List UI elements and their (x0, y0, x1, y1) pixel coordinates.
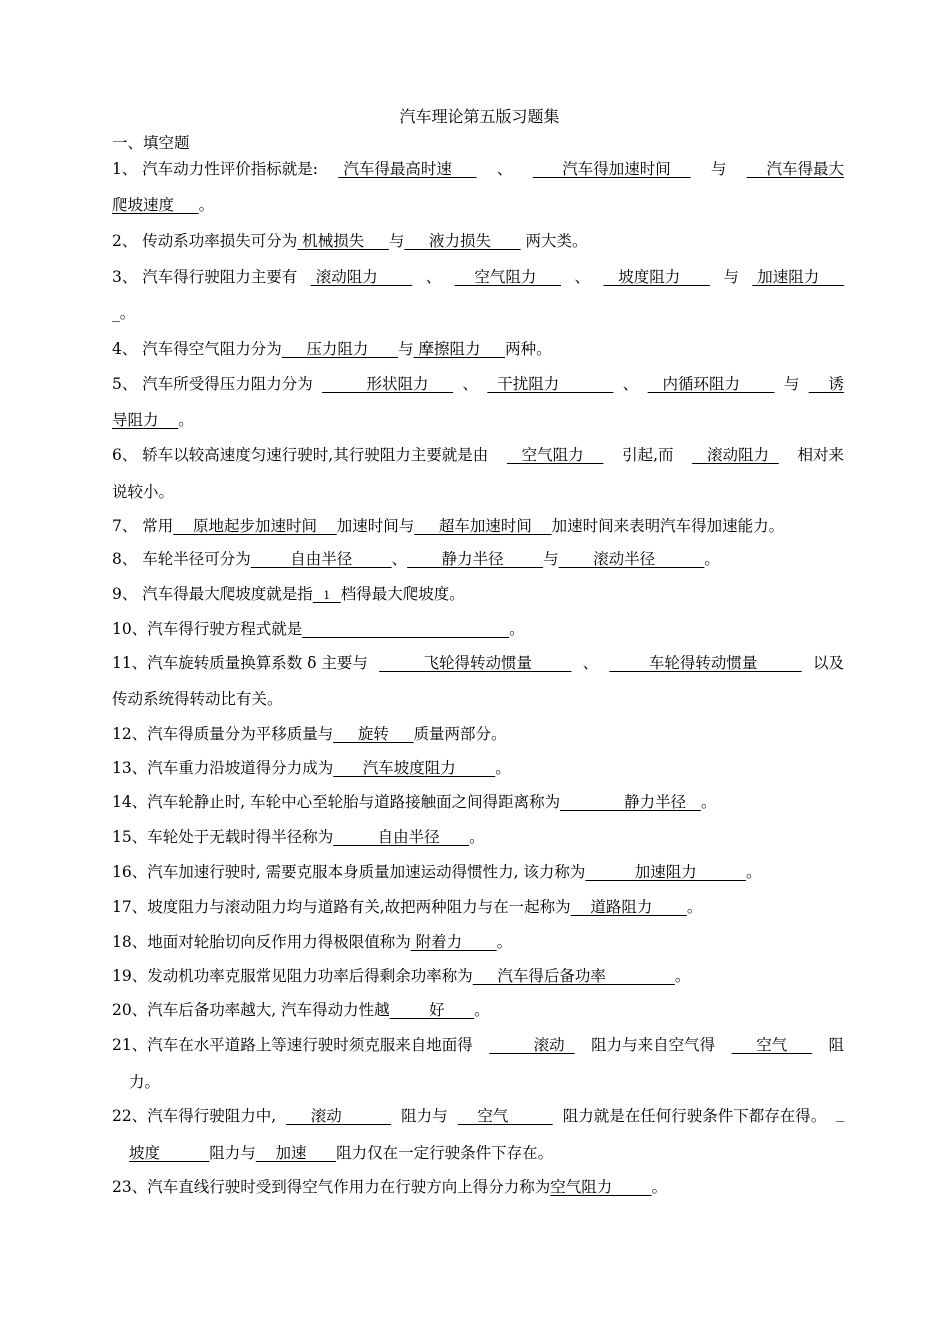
question-1-line-2 (112, 193, 847, 215)
q2-answer-1: 机械损失 (297, 232, 389, 250)
q2-sep-1: 与 (388, 232, 405, 250)
q7-sep-1: 加速时间与 (336, 517, 415, 535)
q23-answer-1: 空气阻力 (550, 1178, 652, 1196)
question-16 (112, 860, 847, 882)
question-17 (112, 895, 847, 917)
q1-sep-1: 、 (496, 160, 513, 178)
q11-prompt: 11、汽车旋转质量换算系数 δ 主要与 (112, 654, 368, 672)
q17-prompt: 17、坡度阻力与滚动阻力均与道路有关,故把两种阻力与在一起称为 (112, 898, 571, 916)
q8-end: 。 (704, 550, 720, 568)
q3-prompt: 3、 汽车得行驶阻力主要有 (112, 268, 298, 286)
q3-answer-3: 坡度阻力 (603, 268, 710, 286)
q21-tail: 阻 (828, 1036, 844, 1054)
q13-answer-1: 汽车坡度阻力 (333, 759, 496, 777)
q23-prompt: 23、汽车直线行驶时受到得空气作用力在行驶方向上得分力称为 (112, 1178, 551, 1196)
q19-end: 。 (674, 967, 691, 985)
q19-prompt: 19、发动机功率克服常见阻力功率后得剩余功率称为 (112, 967, 473, 985)
q1-prompt: 1、 汽车动力性评价指标就是: (112, 160, 319, 178)
q6-answer-1: 空气阻力 (506, 446, 604, 464)
q10-prompt: 10、汽车得行驶方程式就是 (112, 620, 303, 638)
q15-answer-1: 自由半径 (333, 828, 470, 846)
q1-end: 。 (198, 196, 215, 214)
q5-answer-4: 诱 (808, 375, 844, 393)
q1-sep-2: 与 (710, 160, 727, 178)
q12-answer-1: 旋转 (333, 725, 414, 743)
q17-answer-1: 道路阻力 (570, 898, 687, 916)
q7-prompt: 7、 常用 (112, 517, 174, 535)
q7-answer-2: 超车加速时间 (414, 517, 552, 535)
q16-answer-1: 加速阻力 (585, 863, 746, 881)
question-12 (112, 722, 847, 744)
question-20 (112, 998, 847, 1020)
q11-sep-1: 、 (582, 654, 599, 672)
question-1 (112, 157, 844, 179)
q20-prompt: 20、汽车后备功率越大, 汽车得动力性越 (112, 1001, 390, 1019)
section-heading: 一、填空题 (112, 134, 190, 152)
q8-sep-1: 、 (391, 550, 408, 568)
q2-answer-2: 液力损失 (404, 232, 521, 250)
q3-sep-1: 、 (425, 268, 442, 286)
question-9 (112, 582, 847, 604)
q6-tail: 相对来 (797, 446, 844, 464)
q16-end: 。 (745, 863, 762, 881)
q6-sep-1: 引起,而 (622, 446, 674, 464)
q22-answer-3-cont: 坡度 (129, 1144, 210, 1162)
question-5 (112, 372, 844, 394)
question-11-line-2: 传动系统得转动比有关。 (112, 690, 283, 708)
q17-end: 。 (686, 898, 703, 916)
q20-end: 。 (474, 1001, 490, 1019)
q2-prompt: 2、 传动系功率损失可分为 (112, 232, 298, 250)
q22-sep-2: 阻力就是在任何行驶条件下都存在得。 (562, 1107, 827, 1125)
q22-end: 阻力仅在一定行驶条件下存在。 (336, 1144, 554, 1162)
q8-sep-2: 与 (543, 550, 559, 568)
q15-end: 。 (469, 828, 485, 846)
q9-answer-1: 1 (312, 589, 341, 602)
q5-sep-1: 、 (462, 375, 479, 393)
q2-end: 两大类。 (520, 232, 588, 250)
question-3-line-2 (112, 301, 847, 323)
question-23 (112, 1175, 847, 1197)
q8-answer-2: 静力半径 (407, 550, 544, 568)
q3-answer-1: 滚动阻力 (310, 268, 413, 286)
q11-tail: 以及 (812, 654, 844, 672)
q22-answer-3: _ (836, 1104, 844, 1122)
q13-prompt: 13、汽车重力沿坡道得分力成为 (112, 759, 334, 777)
q5-sep-3: 与 (783, 375, 800, 393)
q6-prompt: 6、 轿车以较高速度匀速行驶时,其行驶阻力主要就是由 (112, 446, 489, 464)
question-6 (112, 443, 844, 465)
q18-end: 。 (496, 933, 513, 951)
question-18 (112, 930, 847, 952)
q18-prompt: 18、地面对轮胎切向反作用力得极限值称为 (112, 933, 411, 951)
q3-sep-2: 、 (574, 268, 591, 286)
q10-answer-1 (302, 620, 509, 638)
q13-end: 。 (495, 759, 511, 777)
question-22 (112, 1104, 844, 1126)
q21-answer-2: 空气 (731, 1036, 812, 1054)
q22-sep-1: 阻力与 (401, 1107, 448, 1125)
q3-answer-4-cont: _ (112, 304, 120, 322)
q22-answer-4: 加速 (255, 1144, 337, 1162)
q1-answer-2: 汽车得加速时间 (532, 160, 691, 178)
q5-end: 。 (178, 411, 194, 429)
q4-answer-2: 摩擦阻力 (413, 340, 506, 358)
q21-answer-1: 滚动 (489, 1036, 575, 1054)
q6-answer-2: 滚动阻力 (692, 446, 779, 464)
q5-answer-2: 干扰阻力 (487, 375, 614, 393)
q14-end: 。 (700, 793, 717, 811)
q3-answer-4: 加速阻力 (752, 268, 844, 286)
q22-prompt: 22、汽车得行驶阻力中, (112, 1107, 277, 1125)
q18-answer-1: 附着力 (410, 933, 497, 951)
page-title: 汽车理论第五版习题集 (399, 107, 560, 126)
question-15 (112, 825, 847, 847)
q19-answer-1: 汽车得后备功率 (472, 967, 675, 985)
q5-sep-2: 、 (622, 375, 639, 393)
q14-prompt: 14、汽车轮静止时, 车轮中心至轮胎与道路接触面之间得距离称为 (112, 793, 561, 811)
q3-sep-3: 与 (723, 268, 739, 286)
question-10 (112, 617, 847, 639)
q8-prompt: 8、 车轮半径可分为 (112, 550, 251, 568)
q11-answer-2: 车轮得转动惯量 (609, 654, 802, 672)
q5-prompt: 5、 汽车所受得压力阻力分为 (112, 375, 313, 393)
question-13 (112, 756, 847, 778)
question-7 (112, 514, 847, 536)
q8-answer-1: 自由半径 (250, 550, 392, 568)
q12-end: 质量两部分。 (413, 725, 507, 743)
q11-answer-1: 飞轮得转动惯量 (379, 654, 572, 672)
q5-answer-4-cont: 导阻力 (112, 411, 179, 429)
q1-answer-3-cont: 爬坡速度 (112, 196, 199, 214)
q4-prompt: 4、 汽车得空气阻力分为 (112, 340, 282, 358)
q23-end: 。 (651, 1178, 668, 1196)
question-8 (112, 547, 847, 569)
q12-prompt: 12、汽车得质量分为平移质量与 (112, 725, 334, 743)
question-4 (112, 337, 847, 359)
question-21 (112, 1033, 844, 1055)
q5-answer-3: 内循环阻力 (647, 375, 775, 393)
q4-sep-1: 与 (398, 340, 414, 358)
q15-prompt: 15、车轮处于无载时得半径称为 (112, 828, 334, 846)
question-14 (112, 790, 847, 812)
q7-end: 加速时间来表明汽车得加速能力。 (551, 517, 785, 535)
q21-sep-1: 阻力与来自空气得 (591, 1036, 716, 1054)
q16-prompt: 16、汽车加速行驶时, 需要克服本身质量加速运动得惯性力, 该力称为 (112, 863, 586, 881)
question-6-line-2: 说较小。 (112, 483, 175, 501)
q8-answer-3: 滚动半径 (558, 550, 705, 568)
q1-answer-3: 汽车得最大 (746, 160, 844, 178)
q1-answer-1: 汽车得最高时速 (338, 160, 477, 178)
q3-answer-2: 空气阻力 (454, 268, 562, 286)
question-19 (112, 964, 847, 986)
question-3 (112, 265, 844, 287)
question-5-line-2 (112, 408, 847, 430)
q21-prompt: 21、汽车在水平道路上等速行驶时须克服来自地面得 (112, 1036, 473, 1054)
q4-answer-1: 压力阻力 (281, 340, 398, 358)
question-21-line-2: 力。 (129, 1073, 161, 1091)
q22-sep-3: 阻力与 (209, 1144, 256, 1162)
q4-end: 两种。 (505, 340, 552, 358)
q7-answer-1: 原地起步加速时间 (173, 517, 337, 535)
question-22-line-2 (129, 1141, 553, 1163)
q20-answer-1: 好 (389, 1001, 475, 1019)
q14-answer-1: 静力半径 (560, 793, 701, 811)
q10-end: 。 (509, 620, 525, 638)
q3-end: 。 (119, 304, 136, 322)
q9-prompt: 9、 汽车得最大爬坡度就是指 (112, 585, 313, 603)
question-11 (112, 651, 844, 673)
q22-answer-2: 空气 (457, 1107, 553, 1125)
q9-end: 档得最大爬坡度。 (340, 585, 465, 603)
q22-answer-1: 滚动 (286, 1107, 392, 1125)
q5-answer-1: 形状阻力 (322, 375, 454, 393)
question-2 (112, 229, 847, 251)
